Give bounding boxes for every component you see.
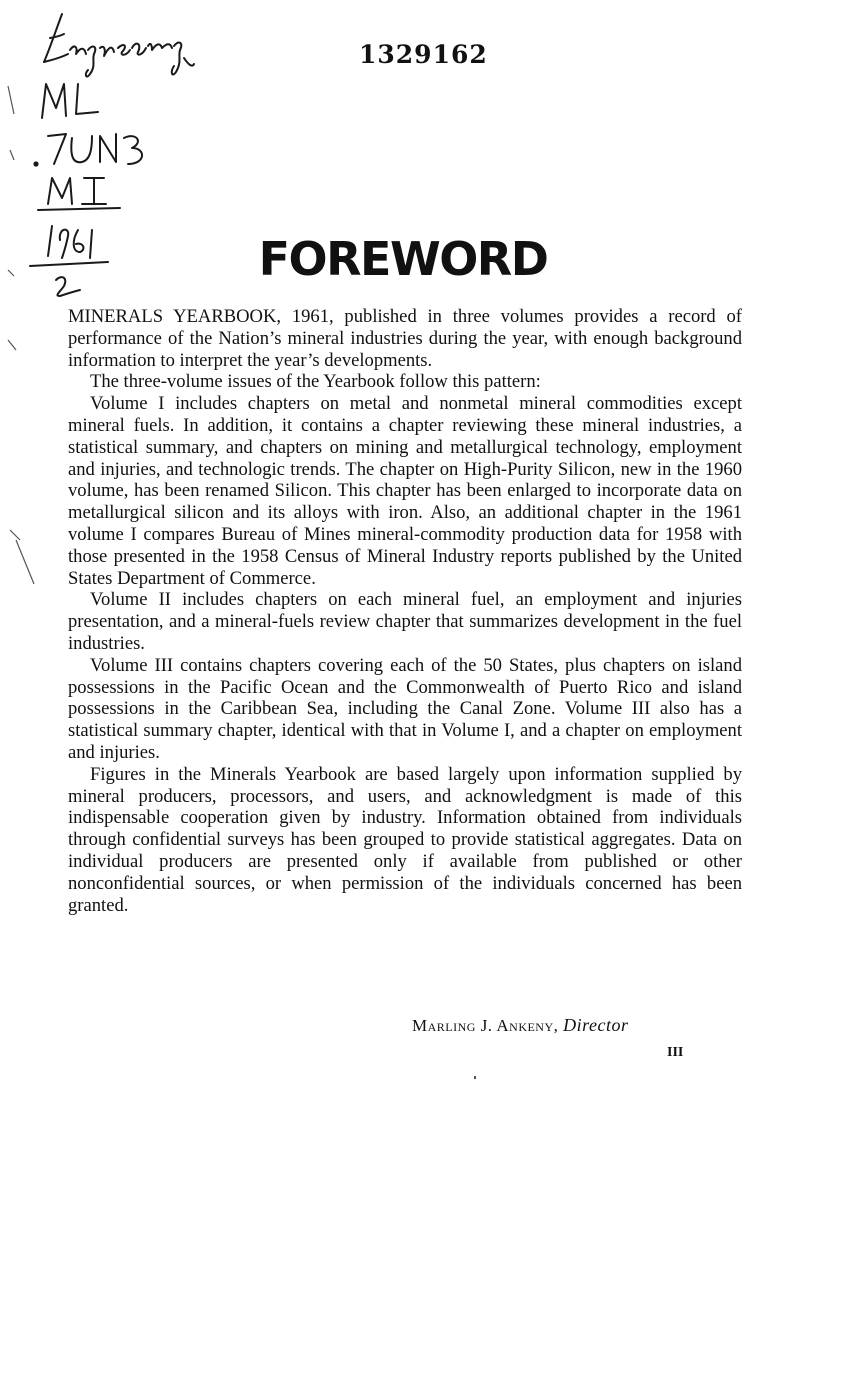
paragraph-volume-1: Volume I includes chapters on metal and nonmetal mineral commodities except mineral fuels. In addition, it contains a chapter reviewing these mineral industries, a statistical summary, and chapters on mining and metallurgical technology, employment and injuries, and technologic trends. The chapter on High-Purity Silicon, new in the 1960 volume, has been renamed Silicon. This chapter has been enlarged to incorporate data on metallurgical silicon and its alloys with iron. Also, an additional chapter in the 1961 volume I compares Bureau of Mines mineral-commodity production data for 1958 with those presented in the 1958 Census of Mineral Industry reports published by the United States Department of Commerce. xyxy=(68,393,742,589)
paragraph-volume-2: Volume II includes chapters on each mineral fuel, an employment and injuries presentation, and a mineral-fuels review chapter that summarizes development in the fuel industries. xyxy=(68,589,742,654)
signatory-role: Director xyxy=(563,1015,629,1035)
margin-marks xyxy=(0,0,60,620)
signatory-name: Marling J. Ankeny, xyxy=(412,1016,559,1035)
foreword-body xyxy=(68,306,742,916)
paragraph-figures: Figures in the Minerals Yearbook are based largely upon information supplied by mineral producers, processors, and users, and acknowledgment is made of this indispensable cooperation given by industry. Information obtained from individuals through confidential surveys has been grouped to provide statistical aggregates. Data on individual producers are presented only if available from published or other nonconfidential sources, or when permission of the individuals concerned has been granted. xyxy=(68,763,742,916)
paragraph-pattern: The three-volume issues of the Yearbook follow this pattern: xyxy=(90,371,541,393)
paragraph-volume-3: Volume III contains chapters covering each of the 50 States, plus chapters on island possessions in the Pacific Ocean and the Commonwealth of Puerto Rico and island possessions in the Caribbean Sea, including the Canal Zone. Volume III also has a statistical summary chapter, identical with that in Volume I, and a chapter on employment and injuries. xyxy=(68,654,742,763)
stray-dot xyxy=(474,1076,476,1079)
accession-number: 1329162 xyxy=(359,40,488,69)
page-title: FOREWORD xyxy=(258,232,548,286)
paragraph-intro: MINERALS YEARBOOK, 1961, published in three volumes provides a record of performance of the Nation’s mineral industries during the year, with enough background information to interpret the year’s developments. xyxy=(68,306,742,371)
page-number: III xyxy=(667,1045,684,1060)
signature xyxy=(412,1015,628,1036)
